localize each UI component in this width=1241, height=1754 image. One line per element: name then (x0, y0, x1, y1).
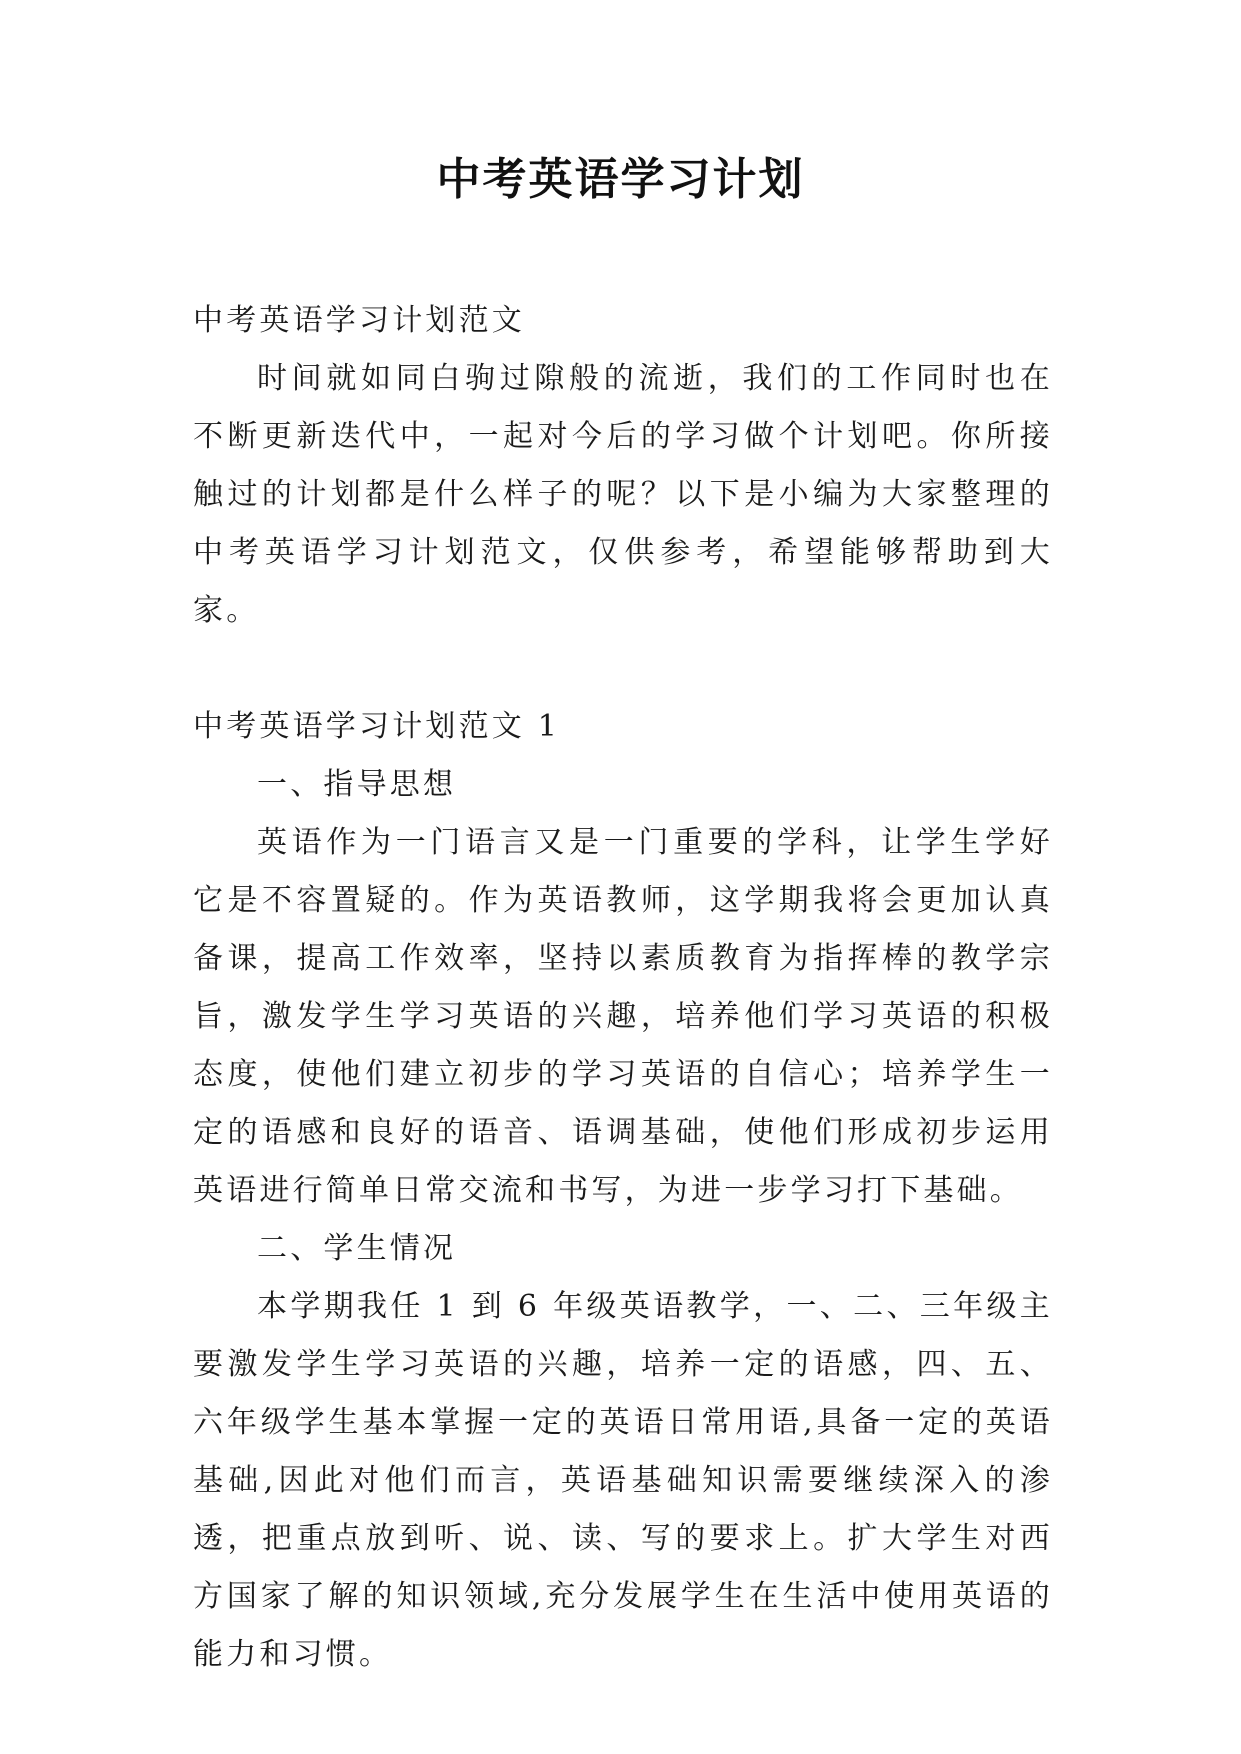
paragraph-guiding-ideology: 英语作为一门语言又是一门重要的学科，让学生学好它是不容置疑的。作为英语教师，这学期我将会更加认真备课，提高工作效率，坚持以素质教育为指挥棒的教学宗旨，激发学生学习英语的兴趣，培养他们学习英语的积极态度，使他们建立初步的学习英语的自信心；培养学生一定的语感和良好的语音、语调基础，使他们形成初步运用英语进行简单日常交流和书写，为进一步学习打下基础。 (193, 825, 1053, 1208)
heading-guiding-ideology: 一、指导思想 (257, 767, 457, 802)
heading-student-situation: 二、学生情况 (257, 1231, 457, 1266)
subtitle: 中考英语学习计划范文 (193, 303, 525, 338)
intro-paragraph: 时间就如同白驹过隙般的流逝，我们的工作同时也在不断更新迭代中，一起对今后的学习做个计划吧。你所接触过的计划都是什么样子的呢？以下是小编为大家整理的中考英语学习计划范文，仅供参考，希望能够帮助到大家。 (193, 361, 1053, 628)
paragraph-student-situation: 本学期我任 1 到 6 年级英语教学，一、二、三年级主要激发学生学习英语的兴趣，培养一定的语感，四、五、六年级学生基本掌握一定的英语日常用语,具备一定的英语基础,因此对他们而言，英语基础知识需要继续深入的渗透，把重点放到听、说、读、写的要求上。扩大学生对西方国家了解的知识领域,充分发展学生在生活中使用英语的能力和习惯。 (193, 1289, 1053, 1672)
paragraph-gap (193, 640, 1053, 698)
document-title: 中考英语学习计划 (436, 154, 805, 205)
section-title: 中考英语学习计划范文 1 (193, 709, 561, 744)
document-body (193, 292, 1053, 1684)
